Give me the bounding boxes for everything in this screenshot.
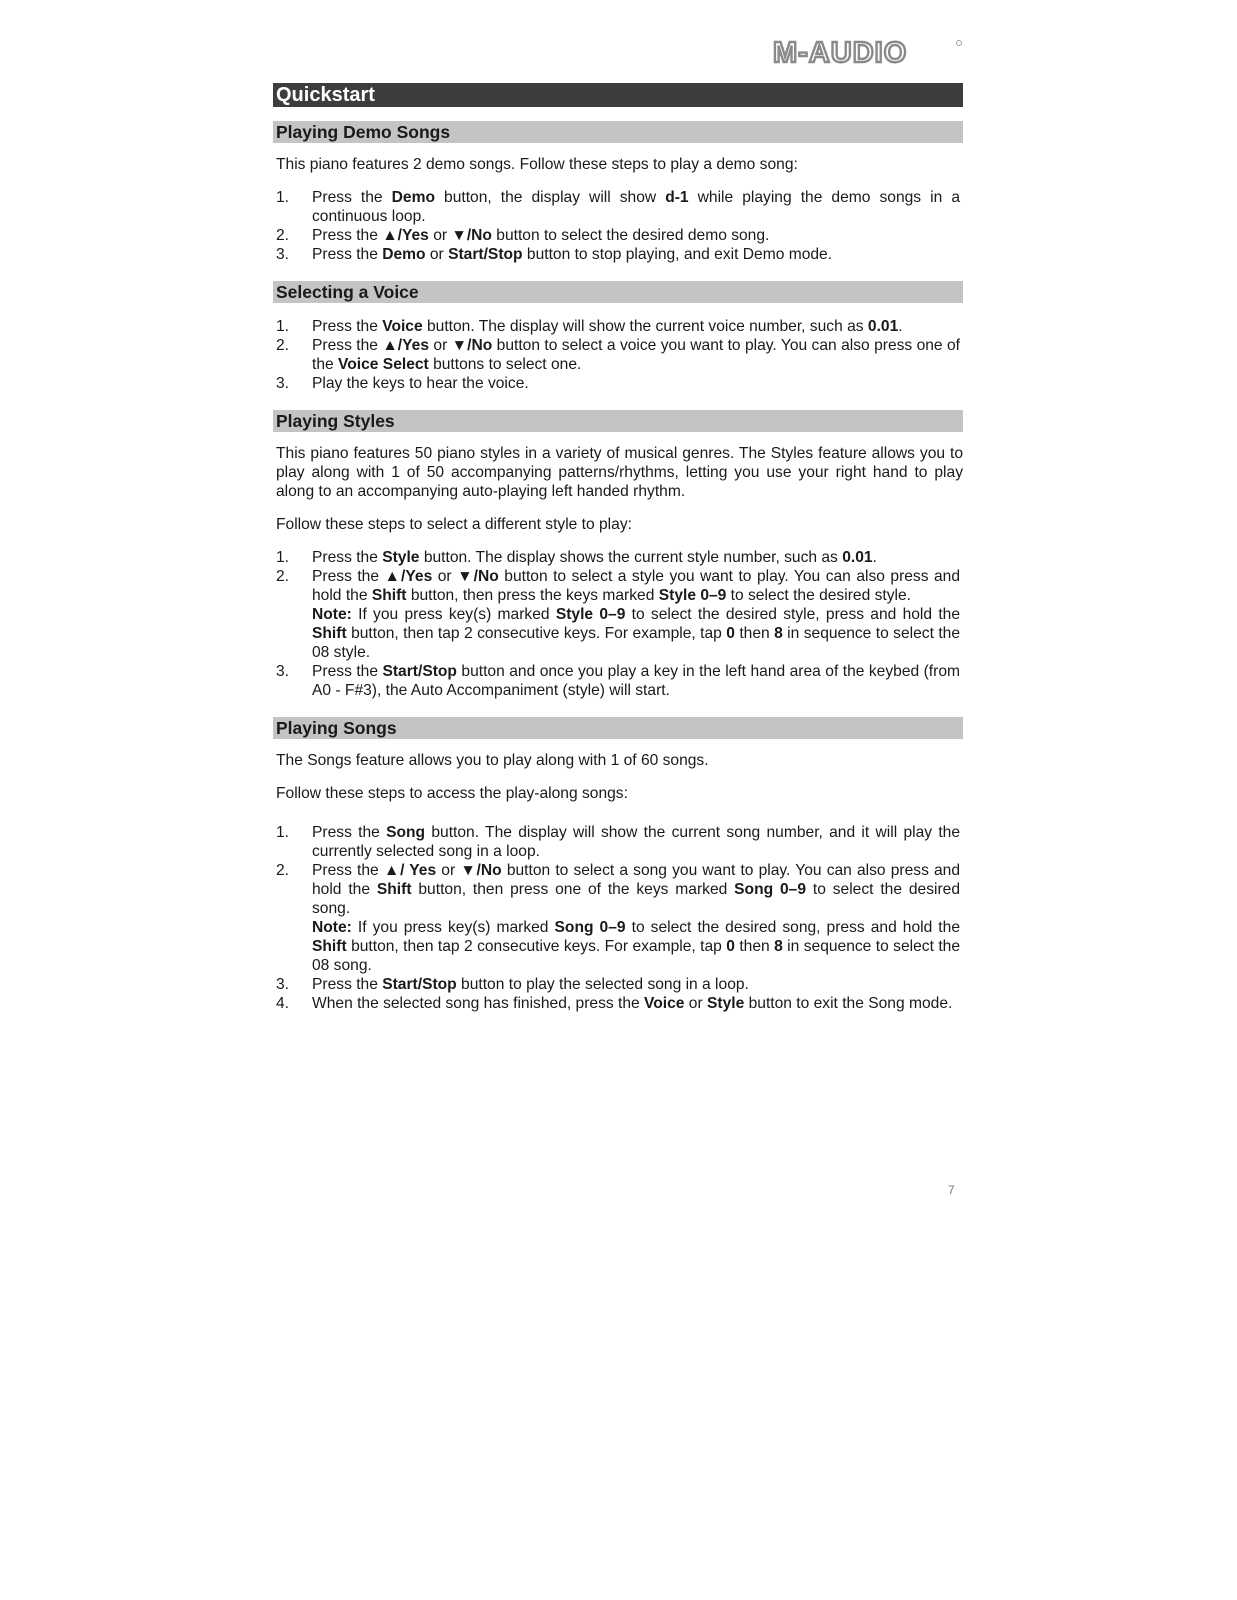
section-heading-styles: Playing Styles (273, 410, 963, 432)
voice-steps (273, 317, 963, 393)
list-item: 2. Press the ▲/ Yes or ▼/No button to select a song you want to play. You can also press and hold the Shift button, then press one of the keys marked Song 0–9 to select the desired song. Note: If you press key(s) marked Song 0–9 to select the desired song, press and hold the Shift button, then tap 2 consecutive keys. For example, tap 0 then 8 in sequence to select the 08 song. (276, 862, 961, 974)
section-heading-voice: Selecting a Voice (273, 281, 963, 303)
list-item: 1. Press the Song button. The display will show the current song number, and it will play the currently selected song in a loop. (276, 824, 961, 860)
page-content (273, 83, 963, 1030)
demo-steps (273, 188, 963, 264)
list-item: 2. Press the ▲/Yes or ▼/No button to select the desired demo song. (276, 227, 770, 244)
demo-intro: This piano features 2 demo songs. Follow these steps to play a demo song: (276, 156, 798, 173)
page-number: 7 (948, 1183, 955, 1197)
list-item: 2. Press the ▲/Yes or ▼/No button to select a voice you want to play. You can also press one of the Voice Select buttons to select one. (276, 337, 960, 373)
note: Note: If you press key(s) marked Song 0–9 to select the desired song, press and hold the Shift button, then tap 2 consecutive keys. For example, tap 0 then 8 in sequence to select the 08 song. (312, 919, 960, 974)
list-item: 4. When the selected song has finished, press the Voice or Style button to exit the Song mode. (276, 995, 953, 1012)
list-item: 1. Press the Demo button, the display will show d-1 while playing the demo songs in a continuous loop. (276, 189, 960, 225)
section-heading-demo: Playing Demo Songs (273, 121, 963, 143)
registered-mark-icon (957, 41, 962, 46)
list-item: 2. Press the ▲/Yes or ▼/No button to select a style you want to play. You can also press and hold the Shift button, then press the keys marked Style 0–9 to select the desired style. Note: If you press key(s) marked Style 0–9 to select the desired style, press and hold the Shift button, then tap 2 consecutive keys. For example, tap 0 then 8 in sequence to select the 08 style. (276, 568, 961, 661)
list-item: 3. Play the keys to hear the voice. (276, 375, 529, 392)
logo-text: M-AUDIO (773, 38, 908, 66)
styles-intro-2: Follow these steps to select a different style to play: (276, 516, 632, 533)
styles-intro: This piano features 50 piano styles in a variety of musical genres. The Styles feature allows you to play along with 1 of 50 accompanying patterns/rhythms, letting you use your right hand to play along to an accompanying auto-playing left handed rhythm. (276, 445, 963, 500)
list-item: 1. Press the Style button. The display shows the current style number, such as 0.01. (276, 549, 877, 566)
list-item: 1. Press the Voice button. The display will show the current voice number, such as 0.01. (276, 318, 903, 335)
note: Note: If you press key(s) marked Style 0–9 to select the desired style, press and hold the Shift button, then tap 2 consecutive keys. For example, tap 0 then 8 in sequence to select the 08 style. (312, 606, 960, 661)
styles-steps (273, 548, 963, 700)
m-audio-logo (773, 38, 963, 66)
page-title: Quickstart (273, 83, 963, 107)
list-item: 3. Press the Demo or Start/Stop button to stop playing, and exit Demo mode. (276, 246, 833, 263)
list-item: 3. Press the Start/Stop button to play the selected song in a loop. (276, 976, 749, 993)
songs-intro: The Songs feature allows you to play along with 1 of 60 songs. (276, 752, 709, 769)
section-heading-songs: Playing Songs (273, 717, 963, 739)
songs-intro-2: Follow these steps to access the play-along songs: (276, 785, 628, 802)
list-item: 3. Press the Start/Stop button and once you play a key in the left hand area of the keybed (from A0 - F#3), the Auto Accompaniment (style) will start. (276, 663, 960, 699)
songs-steps (273, 823, 963, 1013)
